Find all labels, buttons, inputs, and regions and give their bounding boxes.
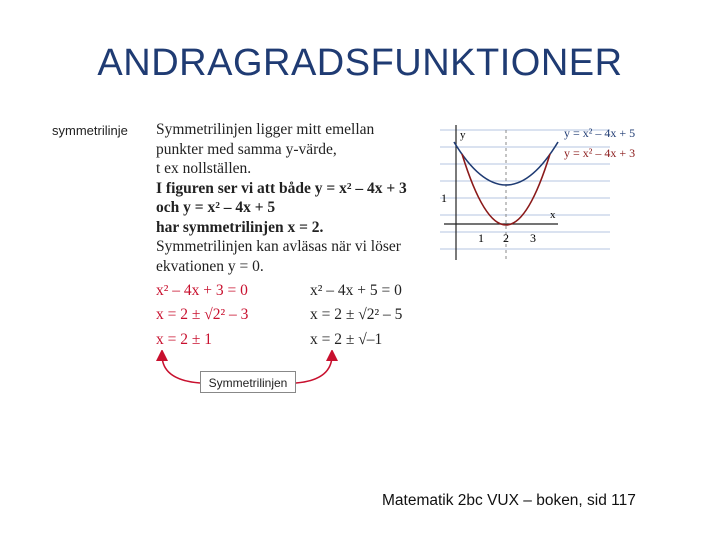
- equation-right-3: x = 2 ± √–1: [310, 331, 383, 348]
- footer-citation: Matematik 2bc VUX – boken, sid 117: [382, 492, 636, 509]
- paragraph-line: I figuren ser vi att både y = x² – 4x + 3: [156, 179, 407, 197]
- paragraph-line: Symmetrilinjen ligger mitt emellan: [156, 121, 375, 138]
- legend-lower: y = x² – 4x + 3: [564, 146, 636, 160]
- tick-x-1: 1: [478, 231, 484, 245]
- paragraph-line: Symmetrilinjen kan avläsas när vi löser: [156, 238, 401, 255]
- paragraph-line: har symmetrilinjen x = 2.: [156, 218, 324, 236]
- side-label: symmetrilinje: [52, 123, 128, 138]
- page-title: ANDRAGRADSFUNKTIONER: [97, 42, 623, 84]
- x-axis-label: x: [550, 209, 556, 221]
- equation-left-3: x = 2 ± 1: [156, 331, 212, 348]
- paragraph-line: punkter med samma y-värde,: [156, 140, 337, 158]
- legend-upper: y = x² – 4x + 5: [564, 126, 636, 140]
- paragraph-line: t ex nollställen.: [156, 160, 252, 177]
- equation-right-1: x² – 4x + 5 = 0: [310, 282, 402, 299]
- arrow-right: [296, 355, 332, 383]
- parabola-graph: [430, 120, 680, 270]
- equation-left-1: x² – 4x + 3 = 0: [156, 282, 248, 299]
- equation-left-2: x = 2 ± √2² – 3: [156, 306, 249, 323]
- tick-y-1: 1: [441, 191, 447, 205]
- paragraph-line: och y = x² – 4x + 5: [156, 199, 276, 216]
- paragraph-line: ekvationen y = 0.: [156, 257, 264, 275]
- y-axis-label: y: [460, 129, 466, 141]
- symmetry-box: Symmetrilinjen: [200, 371, 296, 393]
- arrow-left: [162, 355, 200, 383]
- book-paragraph: [156, 120, 407, 276]
- tick-x-3: 3: [530, 231, 536, 245]
- tick-x-2: 2: [503, 231, 509, 245]
- equation-right-2: x = 2 ± √2² – 5: [310, 306, 403, 323]
